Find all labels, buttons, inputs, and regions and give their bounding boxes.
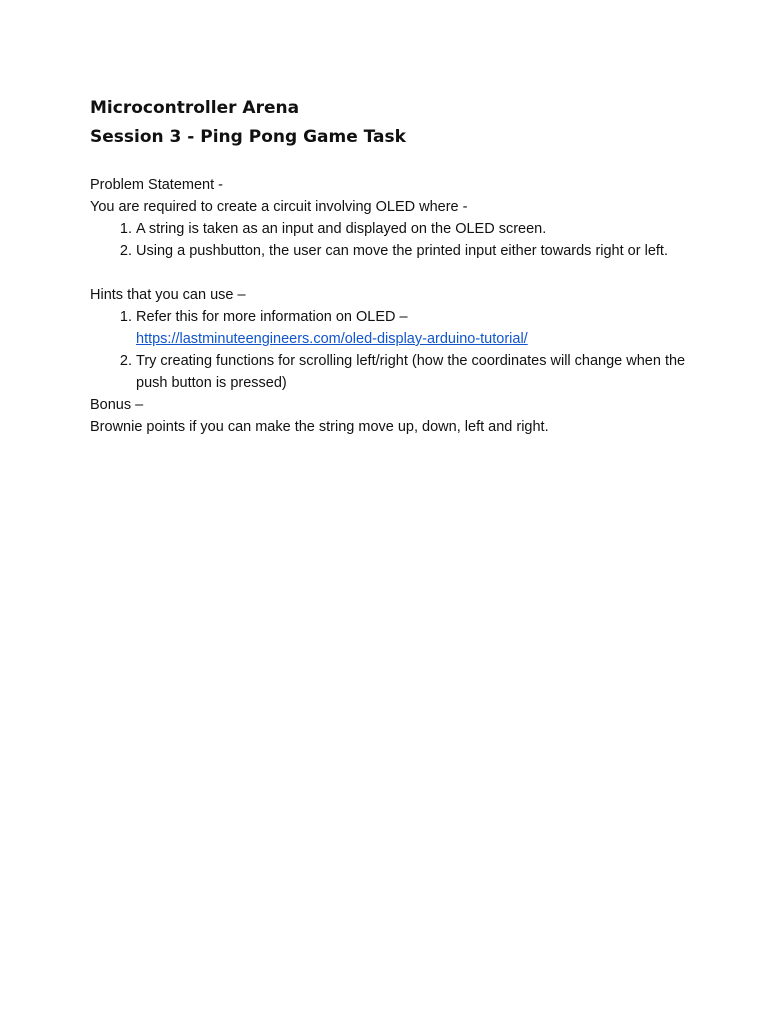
hint-item-1 <box>136 306 708 350</box>
problem-statement-heading: Problem Statement - <box>90 177 223 193</box>
problem-item-2: 2. Using a pushbutton, the user can move the printed input either towards right or left. <box>136 240 708 262</box>
session-title: Session 3 - Ping Pong Game Task <box>90 127 406 147</box>
hint-item-1-text: Refer this for more information on OLED – <box>136 309 408 325</box>
hints-list <box>90 306 708 394</box>
hints-heading: Hints that you can use – <box>90 287 246 303</box>
document-title: Microcontroller Arena <box>90 98 300 118</box>
problem-item-1: 1. A string is taken as an input and displayed on the OLED screen. <box>136 218 708 240</box>
hint-item-2: 2. Try creating functions for scrolling left/right (how the coordinates will change when the push button is pressed) <box>136 350 708 394</box>
problem-list <box>90 218 708 262</box>
bonus-text: Brownie points if you can make the string move up, down, left and right. <box>90 419 549 435</box>
oled-tutorial-link[interactable]: https://lastminuteengineers.com/oled-display-arduino-tutorial/ <box>136 331 528 347</box>
problem-intro: You are required to create a circuit involving OLED where - <box>90 199 468 215</box>
bonus-heading: Bonus – <box>90 397 144 413</box>
spacer <box>90 262 708 284</box>
